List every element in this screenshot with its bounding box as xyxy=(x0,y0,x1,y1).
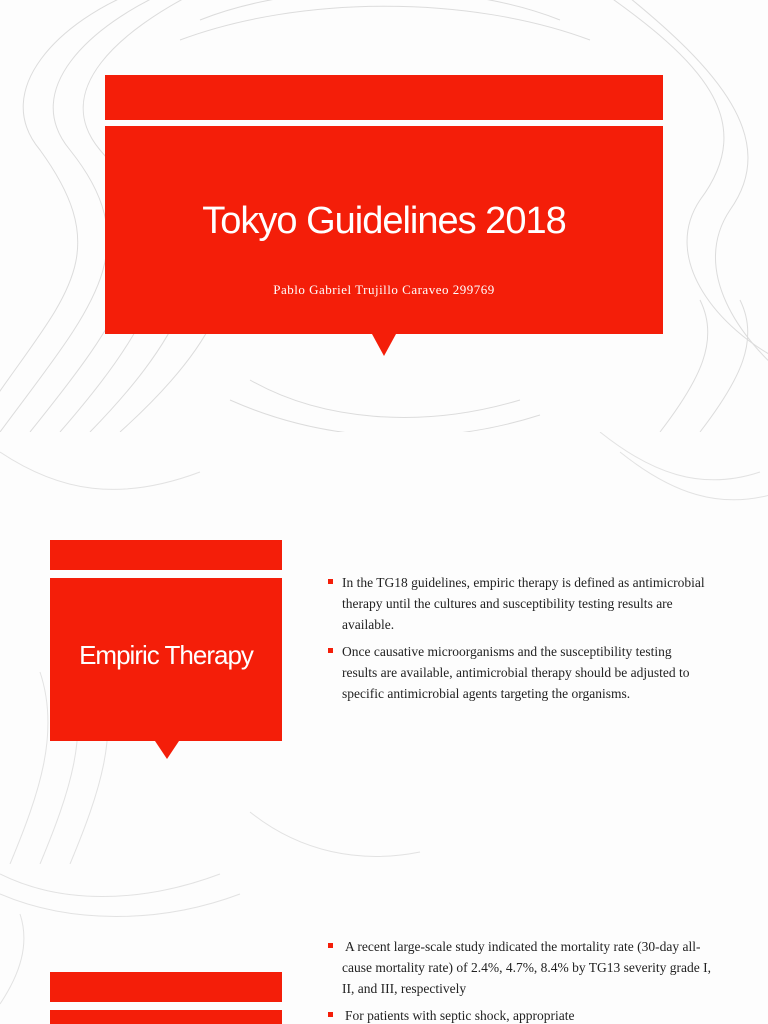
slide-mortality xyxy=(0,864,768,1024)
slide-title-heading: Tokyo Guidelines 2018 xyxy=(202,200,566,242)
section-top-band xyxy=(50,540,282,570)
list-item: In the TG18 guidelines, empiric therapy is defined as antimicrobial therapy until the cultures and susceptibility testing results are available. xyxy=(328,572,708,635)
bullet-marker xyxy=(328,648,333,653)
slide-subtitle: Pablo Gabriel Trujillo Caraveo 299769 xyxy=(273,282,495,297)
bullet-marker xyxy=(328,579,333,584)
list-item: Once causative microorganisms and the susceptibility testing results are available, antimicrobial therapy should be adjusted to specific antimicrobial agents targeting the organisms. xyxy=(328,641,708,704)
bullet-marker xyxy=(328,1012,333,1017)
slide-title xyxy=(0,0,768,432)
section-panel xyxy=(50,1010,282,1024)
slide-empiric-therapy xyxy=(0,432,768,864)
section-pointer xyxy=(155,741,179,759)
list-item: For patients with septic shock, appropriate xyxy=(328,1005,718,1024)
bullet-list xyxy=(328,572,708,710)
bullet-marker xyxy=(328,943,333,948)
list-item: A recent large-scale study indicated the mortality rate (30-day all-cause mortality rate) of 2.4%, 4.7%, 8.4% by TG13 severity grade I, II, and III, respectively xyxy=(328,936,718,999)
title-pointer xyxy=(372,334,396,356)
bullet-list xyxy=(328,936,718,1024)
section-top-band xyxy=(50,972,282,1002)
section-heading: Empiric Therapy xyxy=(79,640,253,670)
title-top-band xyxy=(105,75,663,120)
